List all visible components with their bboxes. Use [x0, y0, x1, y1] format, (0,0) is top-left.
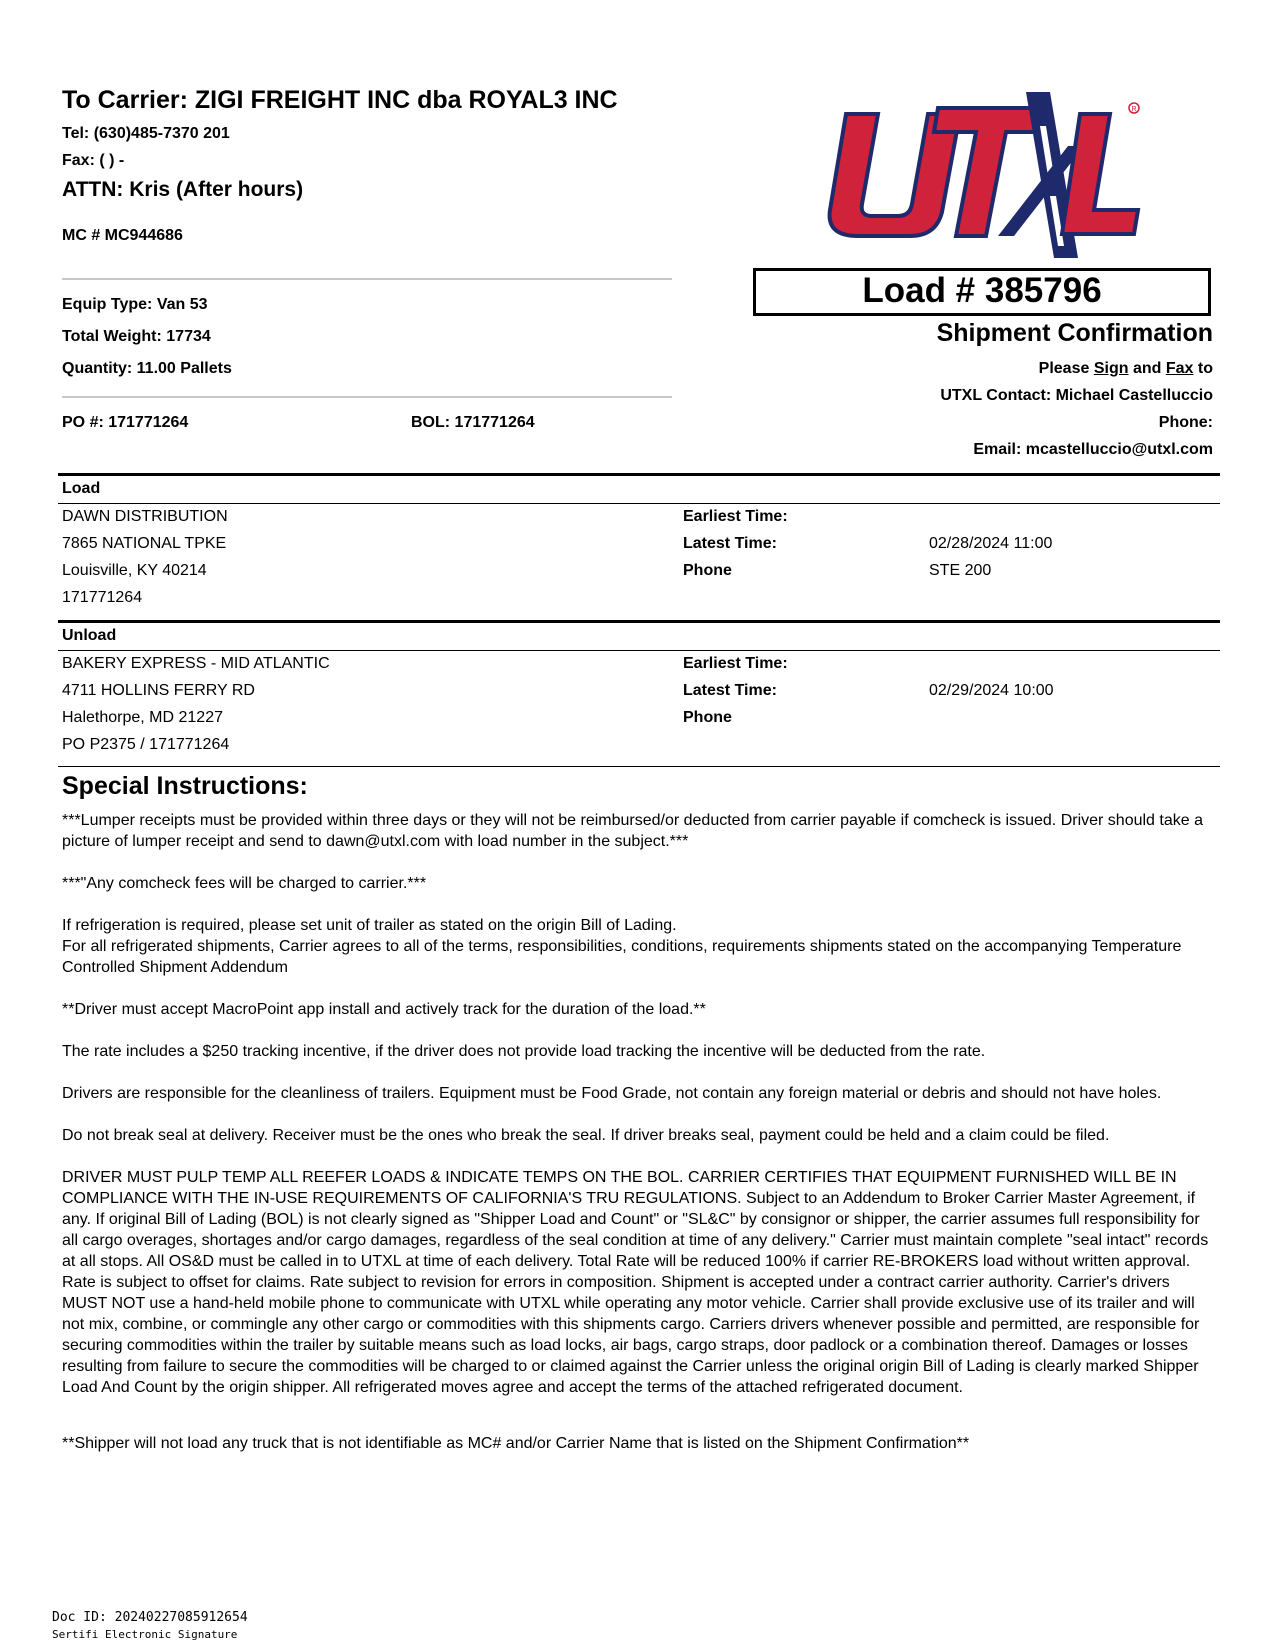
po-number: PO #: 171771264 [62, 414, 189, 431]
instruction-paragraph: **Driver must accept MacroPoint app install and actively track for the duration of the load.** [62, 1001, 706, 1018]
sign-link: Sign [1093, 360, 1129, 377]
instruction-paragraph: ***Lumper receipts must be provided within three days or they will not be reimbursed/or deducted from carrier payable if comcheck is issued. Driver should take a picture of lumper receipt and send to dawn@utxl.com with load number in the subject.*** [62, 812, 1203, 850]
carrier-title: To Carrier: ZIGI FREIGHT INC dba ROYAL3 INC [62, 86, 618, 114]
quantity: Quantity: 11.00 Pallets [62, 360, 232, 377]
load-phone-label: Phone [683, 562, 732, 579]
divider [62, 396, 672, 398]
contact-phone: Phone: [1158, 414, 1213, 431]
utxl-contact: UTXL Contact: Michael Castelluccio [940, 387, 1213, 404]
unload-line: PO P2375 / 171771264 [62, 736, 230, 753]
unload-earliest-label: Earliest Time: [683, 655, 788, 672]
instruction-paragraph: The rate includes a $250 tracking incentive, if the driver does not provide load tracking the incentive will be deducted from the rate. [62, 1043, 986, 1060]
unload-line: 4711 HOLLINS FERRY RD [62, 682, 255, 699]
instruction-paragraph: DRIVER MUST PULP TEMP ALL REEFER LOADS & INDICATE TEMPS ON THE BOL. CARRIER CERTIFIES THAT EQUIPMENT FURNISHED WILL BE IN COMPLIANCE WITH THE IN-USE REQUIREMENTS OF CALIFORNIA'S TRU REGULATIONS. Subject to an Addendum to Broker Carrier Master Agreement, if any. If original Bill of Lading (BOL) is not clearly signed as "Shipper Load and Count" or "SL&C" by consignor or shipper, the carrier assumes full responsibility for all cargo overages, shortages and/or cargo damages, regardless of the seal condition at time of any delivery." Carrier must maintain complete "seal intact" records at all stops. All OS&D must be called in to UTXL at time of each delivery. Total Rate will be reduced 100% if carrier RE-BROKERS load without written approval. Rate is subject to offset for claims. Rate subject to revision for errors in composition. Shipment is accepted under a contract carrier authority. Carrier's drivers MUST NOT use a hand-held mobile phone to communicate with UTXL while operating any motor vehicle. Carrier shall provide exclusive use of its trailer and will not mix, combine, or commingle any other cargo or commodities with this shipments cargo. Carriers drivers whenever possible and permitted, are responsible for securing commodities within the trailer by suitable means such as load locks, air bags, cargo straps, door padlock or a combination thereof. Damages or losses resulting from failure to secure the commodities will be charged to or claimed against the Carrier unless the original origin Bill of Lading is clearly marked Shipper Load And Count by the origin shipper. All refrigerated moves agree and accept the terms of the attached refrigerated document. [62, 1169, 1209, 1396]
unload-heading: Unload [62, 627, 117, 644]
load-phone-value: STE 200 [929, 562, 992, 579]
special-instructions-body [62, 810, 1212, 1475]
fax-link: Fax [1165, 360, 1194, 377]
doc-id: Doc ID: 20240227085912654 [52, 1610, 248, 1625]
load-latest-label: Latest Time: [683, 535, 777, 552]
sign-fax-instruction [1039, 360, 1213, 378]
unload-line: BAKERY EXPRESS - MID ATLANTIC [62, 655, 330, 672]
instruction-paragraph: Drivers are responsible for the cleanliness of trailers. Equipment must be Food Grade, not contain any foreign material or debris and should not have holes. [62, 1085, 1162, 1102]
load-heading: Load [62, 480, 101, 497]
carrier-attn: ATTN: Kris (After hours) [62, 178, 304, 201]
load-number-box: Load # 385796 [753, 268, 1211, 316]
total-weight: Total Weight: 17734 [62, 328, 211, 345]
section-rule [58, 650, 1220, 651]
shipment-confirmation-title: Shipment Confirmation [936, 319, 1213, 347]
sertifi-signature: Sertifi Electronic Signature [52, 1628, 238, 1641]
utxl-logo [818, 86, 1156, 264]
section-rule [58, 766, 1220, 767]
section-rule [58, 620, 1220, 623]
load-line: 7865 NATIONAL TPKE [62, 535, 227, 552]
carrier-fax: Fax: ( ) - [62, 152, 125, 169]
unload-phone-label: Phone [683, 709, 732, 726]
please-text: Please [1038, 360, 1090, 377]
and-text: and [1132, 360, 1162, 377]
unload-latest-value: 02/29/2024 10:00 [929, 682, 1054, 699]
section-rule [58, 503, 1220, 504]
load-line: 171771264 [62, 589, 143, 606]
instruction-paragraph: **Shipper will not load any truck that is not identifiable as MC# and/or Carrier Name that is listed on the Shipment Confirmation** [62, 1435, 970, 1452]
svg-text:R: R [1131, 106, 1137, 113]
load-latest-value: 02/28/2024 11:00 [929, 535, 1053, 552]
unload-line: Halethorpe, MD 21227 [62, 709, 223, 726]
section-rule [58, 473, 1220, 476]
equip-type: Equip Type: Van 53 [62, 296, 208, 313]
instruction-paragraph: If refrigeration is required, please set unit of trailer as stated on the origin Bill of Lading. For all refrigerated shipments, Carrier agrees to all of the terms, responsibilities, conditions, requirements shipments stated on the accompanying Temperature Controlled Shipment Addendum [62, 917, 1182, 976]
bol-number: BOL: 171771264 [411, 414, 535, 431]
instruction-paragraph: ***"Any comcheck fees will be charged to carrier.*** [62, 875, 427, 892]
instruction-paragraph: Do not break seal at delivery. Receiver must be the ones who break the seal. If driver breaks seal, payment could be held and a claim could be filed. [62, 1127, 1110, 1144]
contact-email: Email: mcastelluccio@utxl.com [973, 441, 1213, 458]
carrier-tel: Tel: (630)485-7370 201 [62, 125, 230, 142]
unload-latest-label: Latest Time: [683, 682, 777, 699]
to-text: to [1197, 360, 1213, 377]
load-line: DAWN DISTRIBUTION [62, 508, 228, 525]
special-instructions-title: Special Instructions: [62, 772, 308, 800]
carrier-mc: MC # MC944686 [62, 227, 183, 244]
load-line: Louisville, KY 40214 [62, 562, 207, 579]
load-earliest-label: Earliest Time: [683, 508, 788, 525]
divider [62, 278, 672, 280]
